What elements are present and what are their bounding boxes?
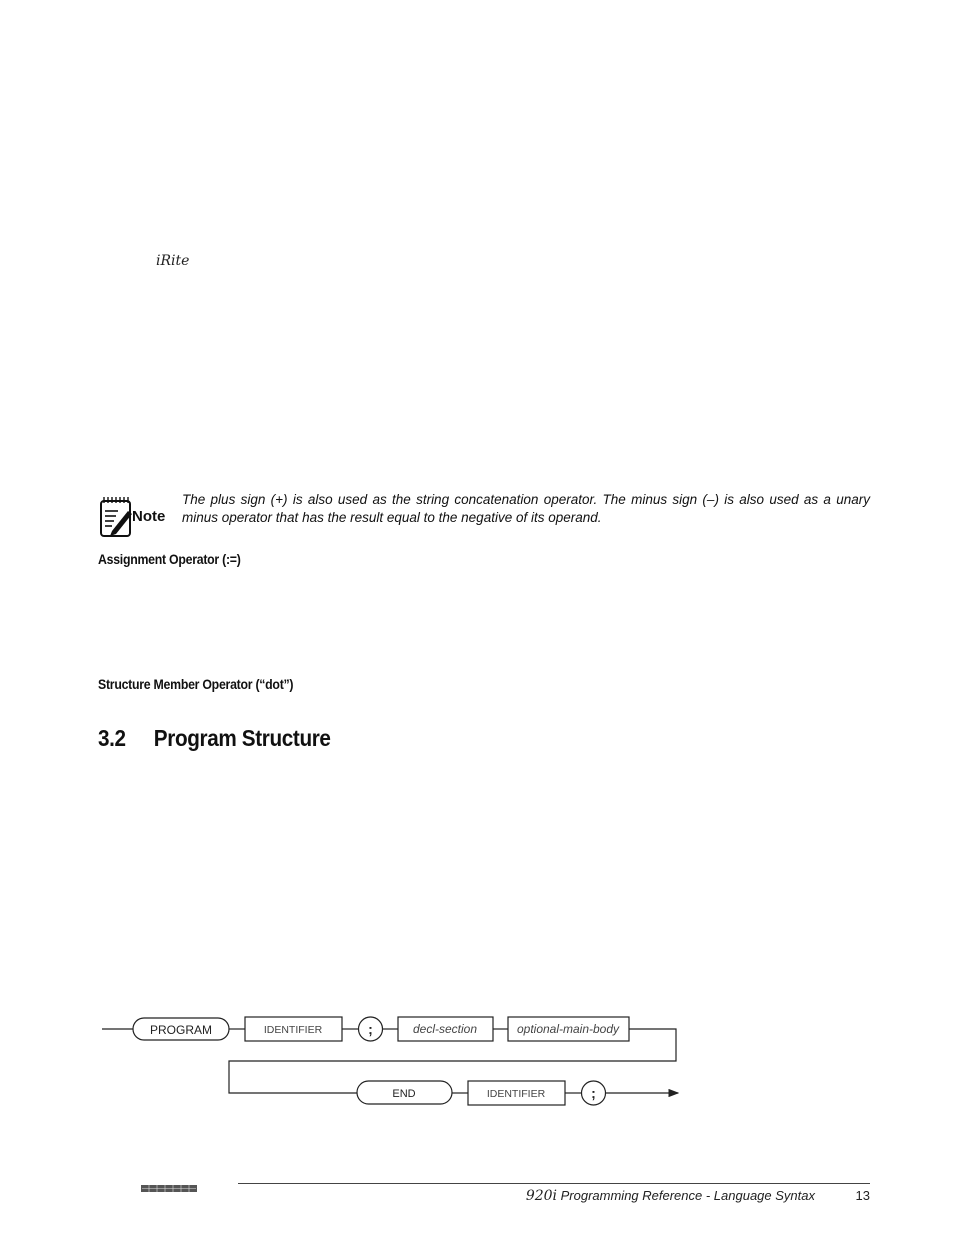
- structure-member-heading: Structure Member Operator (“dot”): [98, 676, 294, 692]
- page-number: 13: [855, 1188, 870, 1203]
- decl-section-label: decl-section: [412, 1022, 478, 1036]
- identifier-label-2: IDENTIFIER: [486, 1088, 546, 1100]
- program-syntax-diagram: [98, 1010, 698, 1120]
- section-title: Program Structure: [153, 725, 331, 751]
- semicolon-2: ;: [591, 1085, 596, 1101]
- footer-title-text: Programming Reference - Language Syntax: [557, 1188, 815, 1203]
- assignment-operator-heading: Assignment Operator (:=): [98, 551, 241, 567]
- irite-word: iRite: [156, 253, 190, 269]
- identifier-label-1: IDENTIFIER: [263, 1024, 323, 1036]
- section-number: 3.2: [98, 725, 126, 751]
- note-icon-label: Note: [132, 508, 166, 525]
- section-heading: [98, 725, 331, 752]
- company-logo: [141, 1185, 197, 1192]
- footer-rule: [238, 1183, 870, 1184]
- note-icon: [98, 495, 172, 539]
- footer-title: [470, 1188, 815, 1204]
- optional-main-body-label: optional-main-body: [516, 1022, 620, 1036]
- end-keyword: END: [392, 1088, 416, 1100]
- note-text: The plus sign (+) is also used as the string concatenation operator. The minus sign (–) is also used as a unary minus operator that has the result equal to the negative of its operand.: [182, 492, 870, 525]
- semicolon-1: ;: [368, 1021, 373, 1037]
- program-keyword: PROGRAM: [149, 1023, 213, 1037]
- footer-product: 920i: [525, 1188, 558, 1204]
